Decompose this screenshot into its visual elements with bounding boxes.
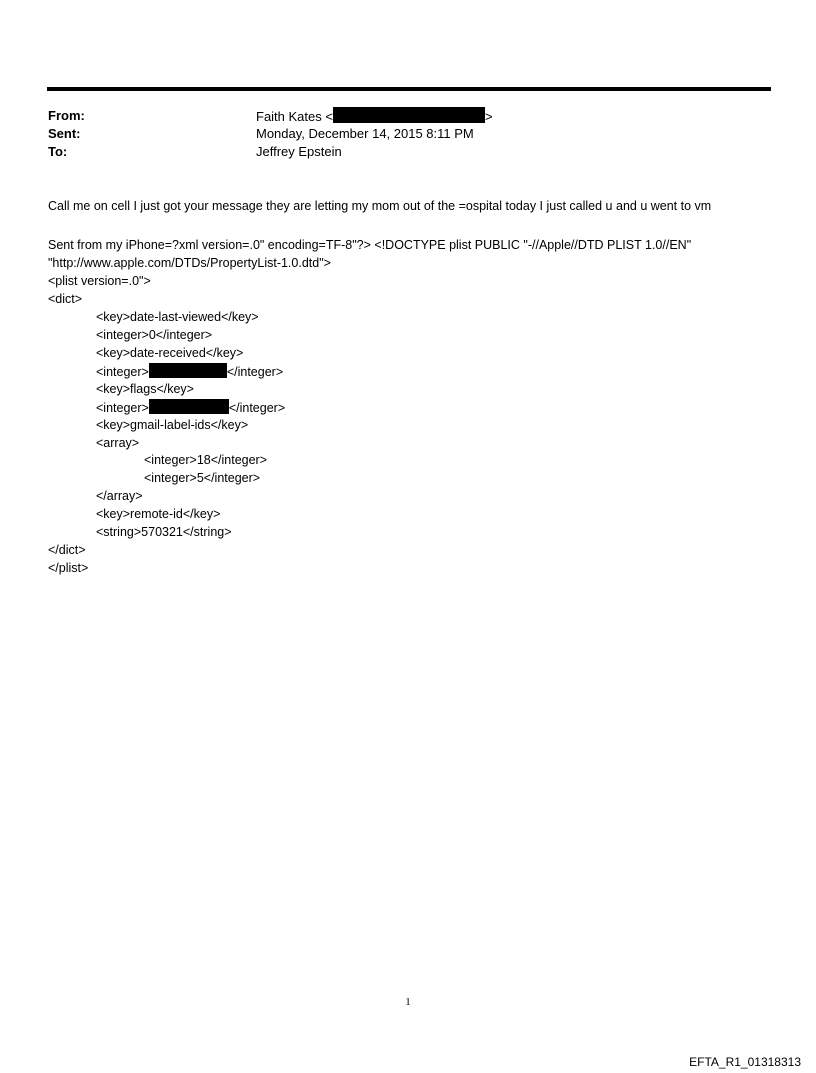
array-open: <array> [96, 435, 140, 450]
plist-open: <plist version=.0"> [48, 274, 151, 288]
integer-18: <integer>18</integer> [144, 453, 268, 468]
integer-zero: <integer>0</integer> [96, 327, 213, 342]
integer-redacted-1 [48, 363, 285, 381]
document-id: EFTA_R1_01318313 [689, 1055, 801, 1069]
from-label: From: [48, 108, 85, 123]
from-value [256, 107, 493, 126]
to-value: Jeffrey Epstein [256, 144, 342, 159]
flags-redaction [149, 399, 229, 414]
dict-close: </dict> [48, 543, 86, 558]
array-close: </array> [96, 489, 143, 504]
key-flags: <key>flags</key> [96, 381, 194, 396]
plist-body [48, 291, 285, 578]
message-text: Call me on cell I just got your message they are letting my mom out of the =ospital today I just called u and u went to vm [48, 199, 712, 213]
key-date-received: <key>date-received</key> [96, 345, 244, 360]
from-name: Faith Kates < [256, 109, 333, 124]
sent-value: Monday, December 14, 2015 8:11 PM [256, 126, 474, 141]
integer-redacted-2 [48, 399, 285, 417]
integer-5: <integer>5</integer> [144, 471, 261, 486]
plist-close: </plist> [48, 561, 89, 576]
to-label: To: [48, 144, 68, 159]
key-gmail-label-ids: <key>gmail-label-ids</key> [96, 417, 249, 432]
signature-line-1: Sent from my iPhone=?xml version=.0" encoding=TF-8"?> <!DOCTYPE plist PUBLIC "-//Apple//DTD PLIST 1.0//EN" [48, 238, 692, 252]
dict-open: <dict> [48, 292, 83, 306]
date-received-redaction [149, 363, 227, 378]
sent-label: Sent: [48, 126, 81, 141]
page-number: 1 [405, 996, 411, 1008]
email-redaction [333, 107, 485, 123]
signature-line-2: "http://www.apple.com/DTDs/PropertyList-1.0.dtd"> [48, 256, 331, 270]
string-remote-id: <string>570321</string> [96, 525, 232, 540]
integer-open-1: <integer> [96, 364, 149, 379]
integer-close-1: </integer> [226, 364, 284, 379]
key-remote-id: <key>remote-id</key> [96, 507, 221, 522]
integer-open-2: <integer> [96, 400, 149, 415]
key-date-last-viewed: <key>date-last-viewed</key> [96, 309, 259, 324]
integer-close-2: </integer> [228, 400, 286, 415]
header-rule [47, 87, 771, 91]
from-close: > [484, 109, 493, 124]
